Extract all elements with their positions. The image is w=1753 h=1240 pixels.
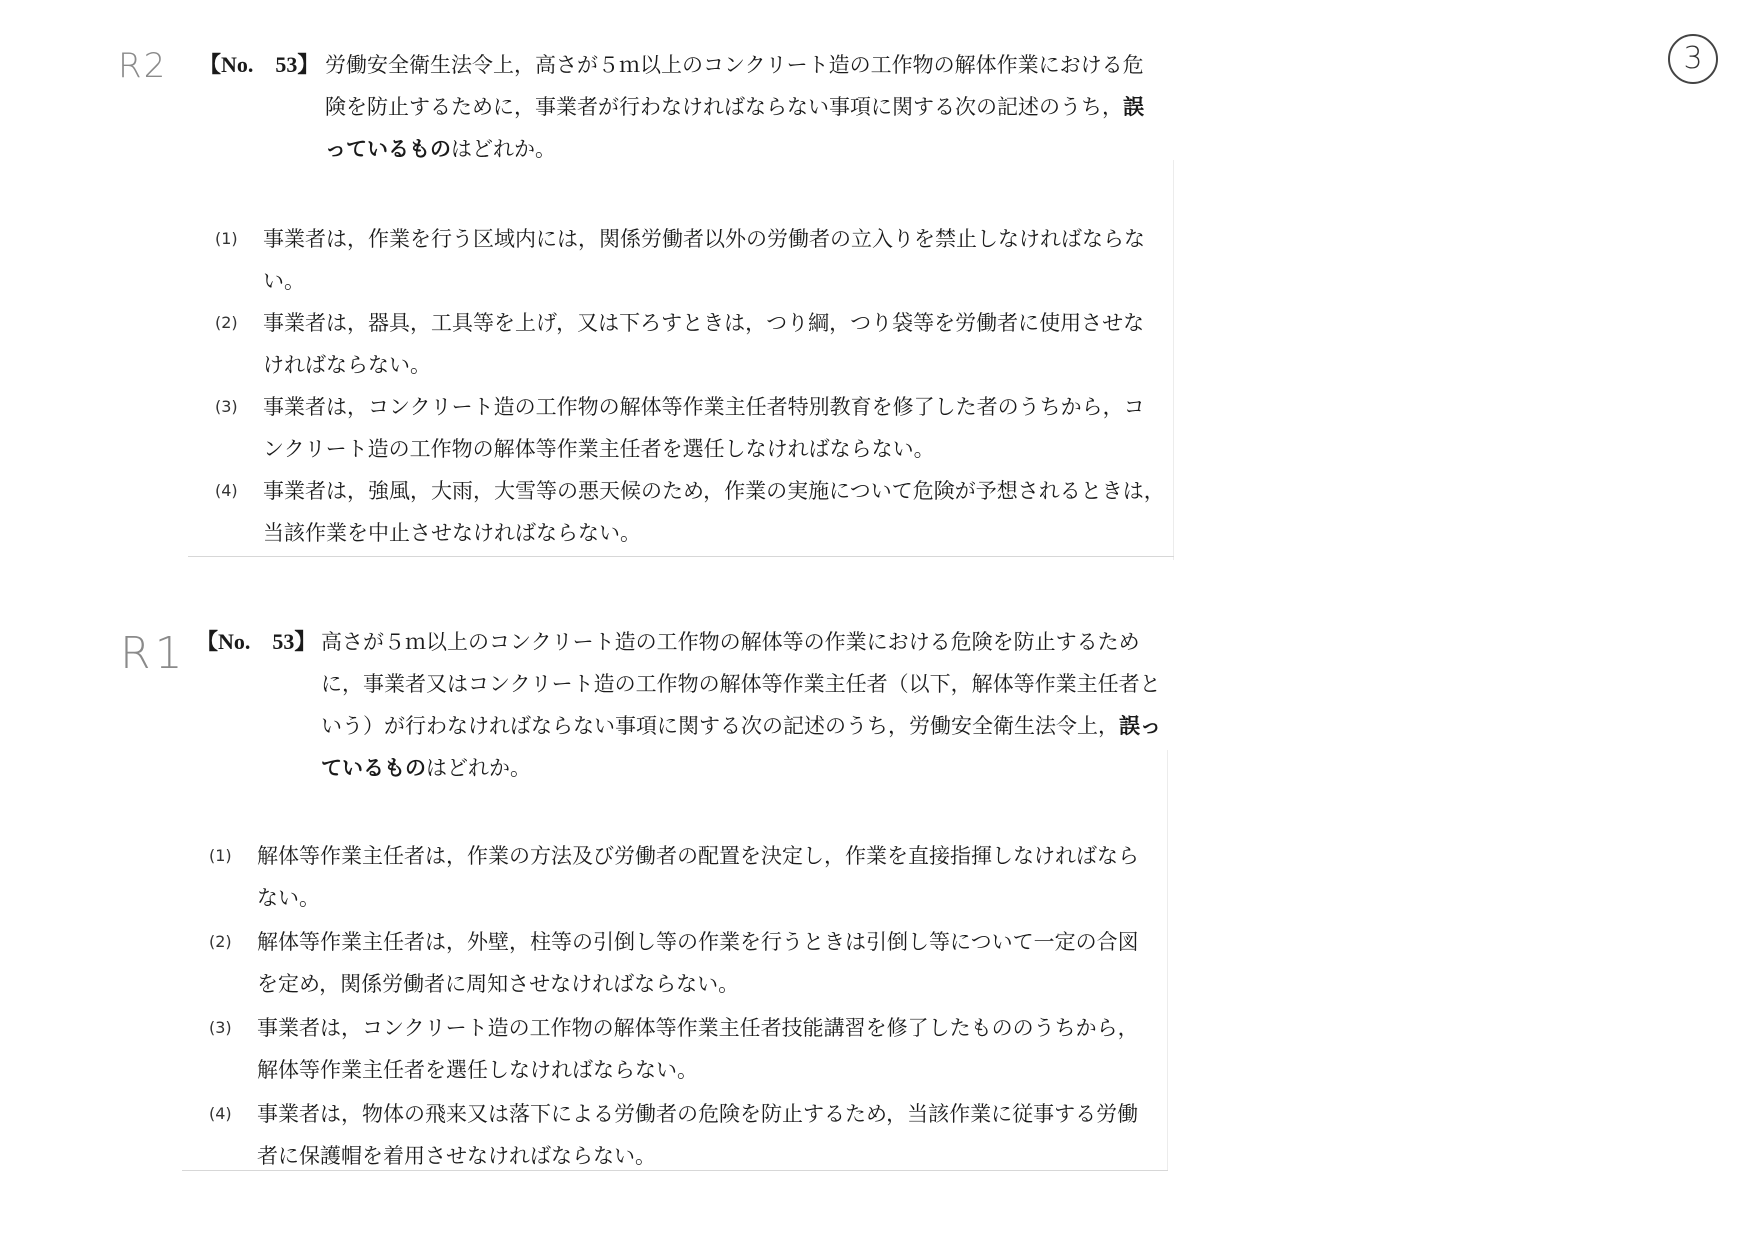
question-text: 高さが５ｍ以上のコンクリート造の工作物の解体等の作業における危険を防止するために，事業者又はコンクリート造の工作物の解体等作業主任者（以下，解体等作業主任者という）が行わなければならない事項に関する次の記述のうち，労働安全衛生法令上，誤っているものはどれか。 (321, 630, 1161, 780)
question-number: 【No. 53】 (196, 629, 317, 654)
clipping-edge (1173, 160, 1174, 560)
choice-text: 事業者は，器具，工具等を上げ，又は下ろすときは，つり綱，つり袋等を労働者に使用させなければならない。 (263, 311, 1145, 377)
choice-number: (4) (215, 481, 238, 500)
choice-text: 事業者は，強風，大雨，大雪等の悪天候のため，作業の実施について危険が予想されるときは，当該作業を中止させなければならない。 (263, 479, 1165, 545)
choice-number: (3) (215, 397, 238, 416)
choice-text: 解体等作業主任者は，外壁，柱等の引倒し等の作業を行うときは引倒し等について一定の合図を定め，関係労働者に周知させなければならない。 (257, 930, 1139, 996)
choice-text: 解体等作業主任者は，作業の方法及び労働者の配置を決定し，作業を直接指揮しなければならない。 (257, 844, 1139, 910)
clipping-divider (188, 556, 1174, 557)
margin-note-r2: R2 (118, 46, 168, 86)
clipping-edge (1167, 750, 1168, 1170)
choice-text: 事業者は，作業を行う区域内には，関係労働者以外の労働者の立入りを禁止しなければならない。 (263, 227, 1145, 293)
choice-item (209, 921, 1159, 1007)
choice-item (215, 470, 1165, 554)
question-header (199, 44, 1164, 174)
choice-text: 事業者は，物体の飛来又は落下による労働者の危険を防止するため，当該作業に従事する労働者に保護帽を着用させなければならない。 (257, 1102, 1139, 1168)
page-number-circle: 3 (1668, 34, 1718, 84)
choice-list (209, 835, 1159, 1179)
clipping-divider (182, 1170, 1168, 1171)
emphasis-text: 誤っているもの (321, 714, 1161, 780)
choice-number: (3) (209, 1018, 232, 1037)
choice-item (215, 218, 1165, 302)
emphasis-text: 誤っているもの (325, 95, 1144, 161)
choice-item (215, 386, 1165, 470)
choice-number: (1) (215, 229, 238, 248)
choice-item (215, 302, 1165, 386)
choice-number: (2) (209, 932, 232, 951)
question-header (196, 621, 1161, 793)
choice-text: 事業者は，コンクリート造の工作物の解体等作業主任者特別教育を修了した者のうちから，コンクリート造の工作物の解体等作業主任者を選任しなければならない。 (263, 395, 1145, 461)
choice-list (215, 218, 1165, 554)
choice-item (209, 835, 1159, 921)
choice-item (209, 1007, 1159, 1093)
choice-item (209, 1093, 1159, 1179)
choice-number: (1) (209, 846, 232, 865)
margin-note-r1: R1 (120, 628, 187, 679)
question-text: 労働安全衛生法令上，高さが５ｍ以上のコンクリート造の工作物の解体作業における危険を防止するために，事業者が行わなければならない事項に関する次の記述のうち，誤っているものはどれか。 (325, 53, 1144, 161)
question-number: 【No. 53】 (199, 52, 320, 77)
choice-number: (2) (215, 313, 238, 332)
choice-text: 事業者は，コンクリート造の工作物の解体等作業主任者技能講習を修了したもののうちから，解体等作業主任者を選任しなければならない。 (257, 1016, 1139, 1082)
choice-number: (4) (209, 1104, 232, 1123)
